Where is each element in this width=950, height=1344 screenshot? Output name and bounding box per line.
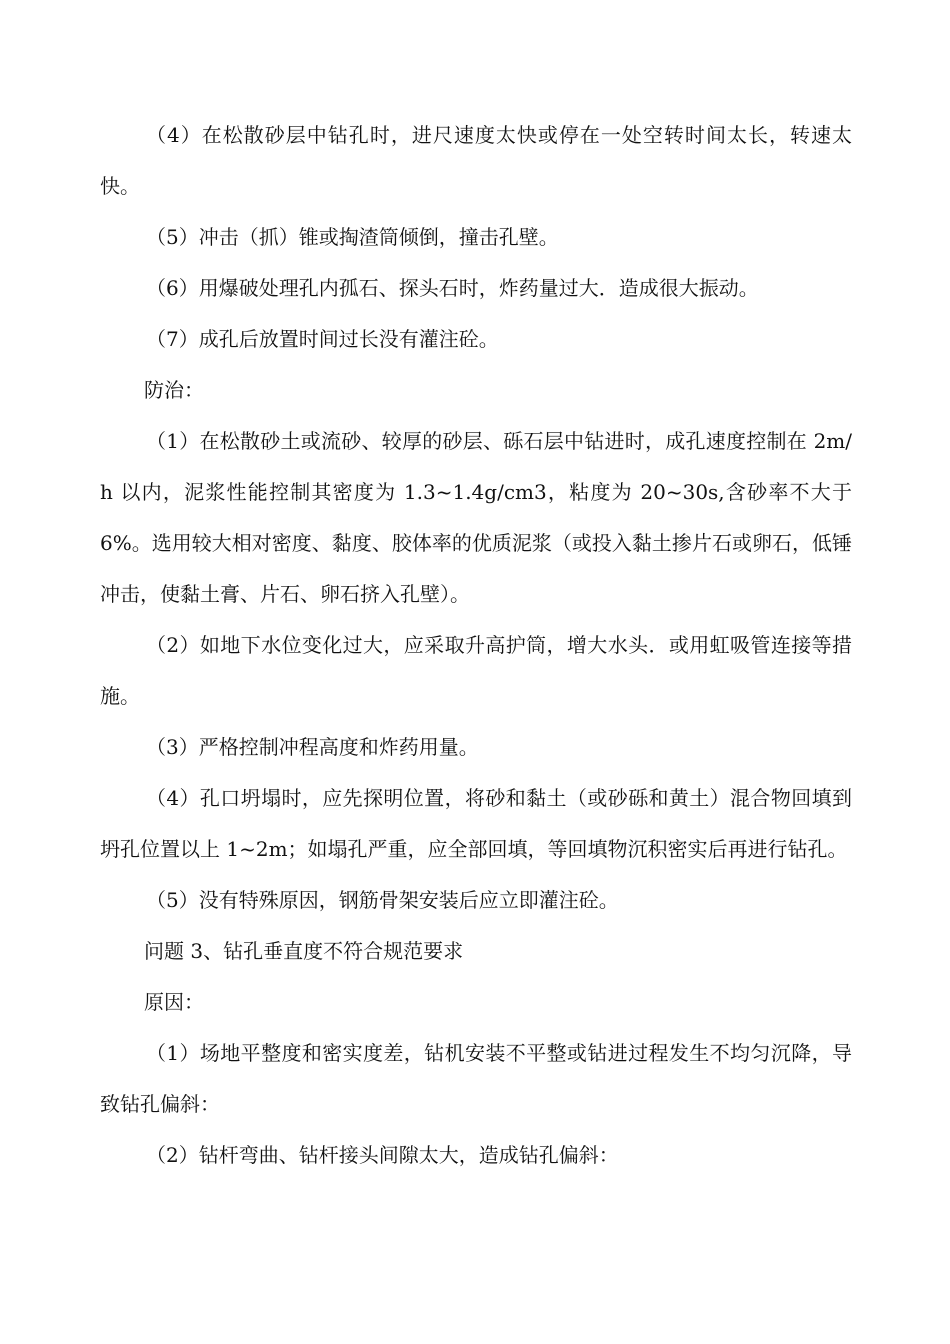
paragraph-prevention-4: （4）孔口坍塌时，应先探明位置，将砂和黏土（或砂砾和黄土）混合物回填到坍孔位置以上 1~2m；如塌孔严重，应全部回填，等回填物沉积密实后再进行钻孔。 — [100, 786, 852, 861]
paragraph-cause-4: （4）在松散砂层中钻孔时，进尺速度太快或停在一处空转时间太长，转速太快。 — [100, 123, 852, 198]
paragraph-problem3-cause-1: （1）场地平整度和密实度差，钻机安装不平整或钻进过程发生不均匀沉降，导致钻孔偏斜： — [100, 1041, 852, 1116]
paragraph-prevention-3: （3）严格控制冲程高度和炸药用量。 — [146, 735, 479, 759]
section-label-prevention: 防治： — [144, 378, 204, 402]
paragraph-cause-5: （5）冲击（抓）锥或掏渣筒倾倒，撞击孔壁。 — [146, 225, 559, 249]
paragraph-prevention-2: （2）如地下水位变化过大，应采取升高护筒，增大水头．或用虹吸管连接等措施。 — [100, 633, 852, 708]
document-page — [100, 110, 852, 1181]
paragraph-problem3-cause-2: （2）钻杆弯曲、钻杆接头间隙太大，造成钻孔偏斜： — [146, 1143, 619, 1167]
section-title-problem-3: 问题 3、钻孔垂直度不符合规范要求 — [144, 939, 464, 963]
paragraph-prevention-1: （1）在松散砂土或流砂、较厚的砂层、砾石层中钻进时，成孔速度控制在 2m/h 以内，泥浆性能控制其密度为 1.3~1.4g/cm3，粘度为 20~30s,含砂率不大于 6%。选用较大相对密度、黏度、胶体率的优质泥浆（或投入黏土掺片石或卵石，低锤冲击，使黏土膏、片石、卵石挤入孔壁）。 — [100, 429, 852, 606]
paragraph-cause-7: （7）成孔后放置时间过长没有灌注砼。 — [146, 327, 499, 351]
paragraph-prevention-5: （5）没有特殊原因，钢筋骨架安装后应立即灌注砼。 — [146, 888, 619, 912]
paragraph-cause-6: （6）用爆破处理孔内孤石、探头石时，炸药量过大．造成很大振动。 — [146, 276, 759, 300]
section-label-cause: 原因： — [144, 990, 204, 1014]
